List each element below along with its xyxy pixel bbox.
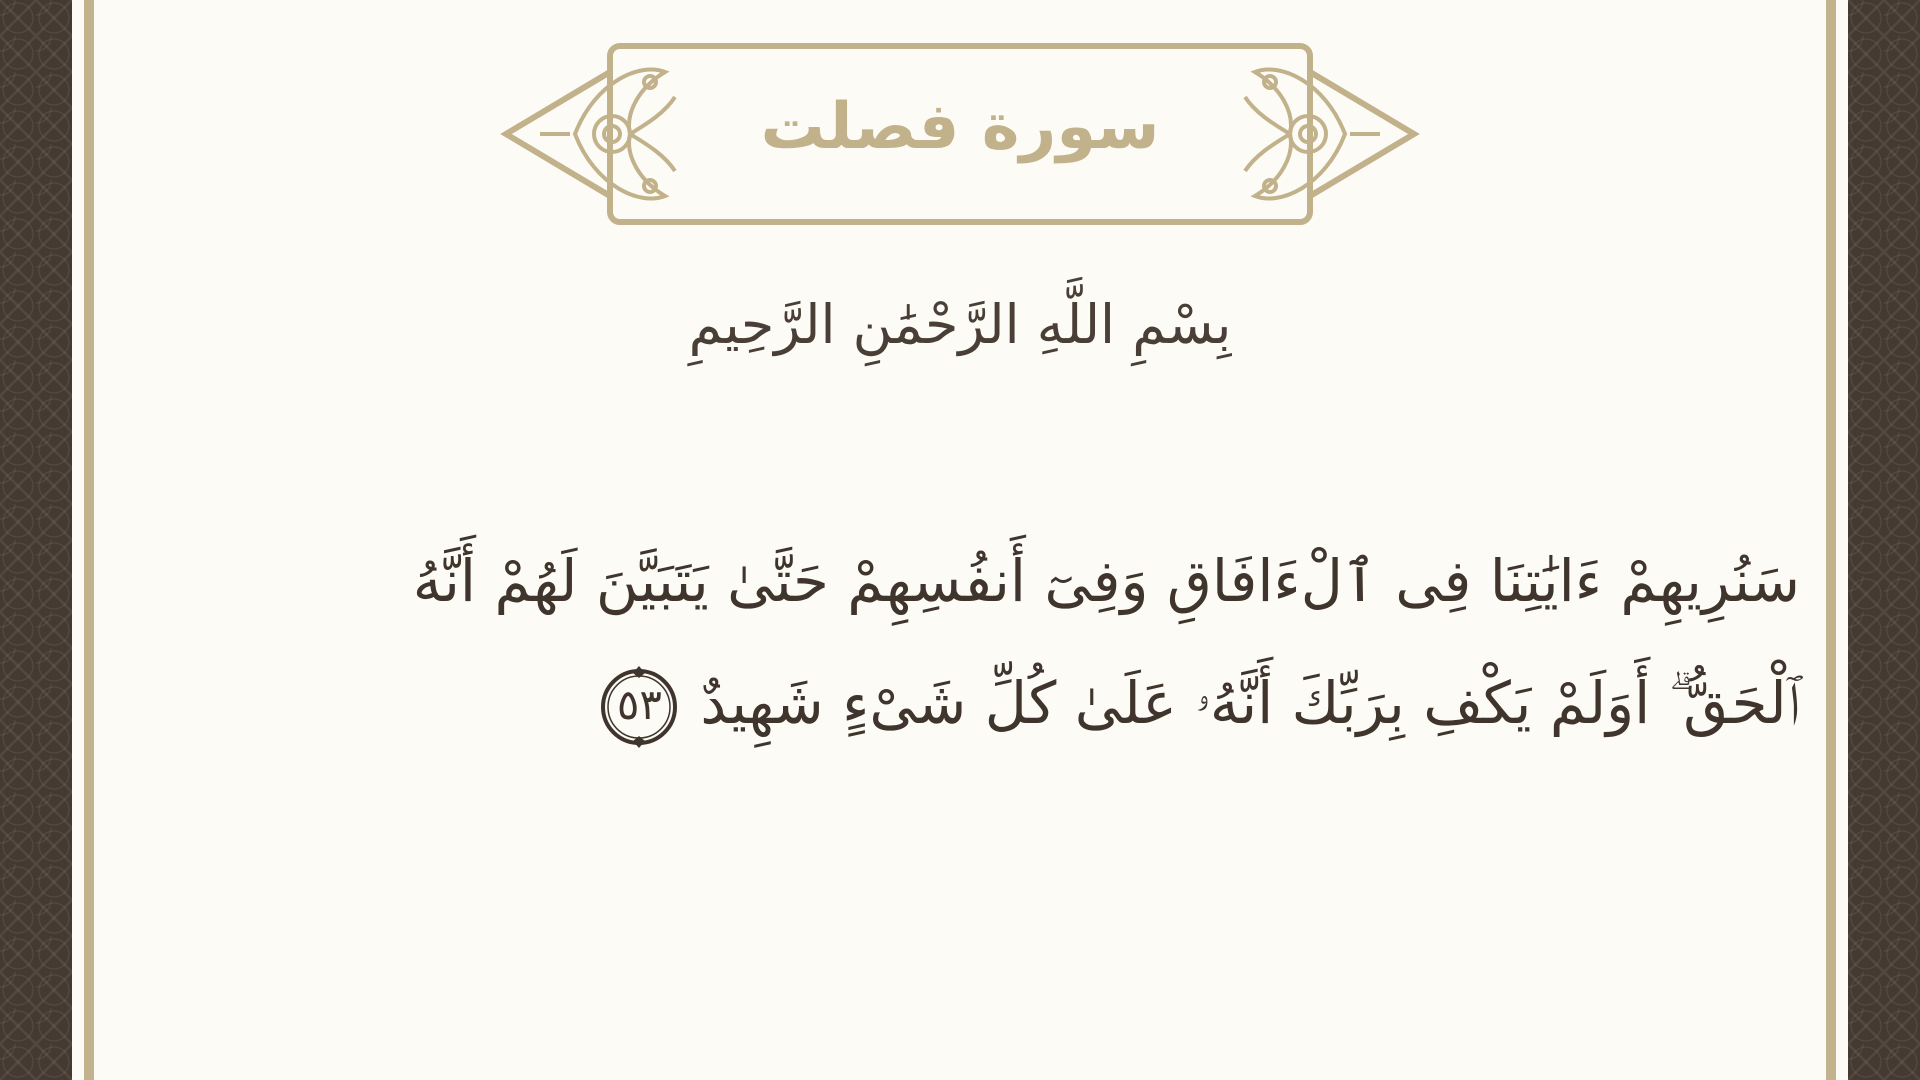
left-ornamental-border	[0, 0, 72, 1080]
verse-line-1: سَنُرِيهِمْ ءَايَٰتِنَا فِى ٱلْءَافَاقِ وَفِىٓ أَنفُسِهِمْ حَتَّىٰ يَتَبَيَّنَ لَهُمْ أَنَّهُ	[412, 547, 1800, 615]
right-gold-rule	[1826, 0, 1836, 1080]
verse-text	[340, 520, 1800, 764]
surah-title-frame	[500, 42, 1420, 226]
ayah-number: ٥٣	[616, 679, 662, 729]
verse-line-2-text: ٱلْحَقُّ ۗ أَوَلَمْ يَكْفِ بِرَبِّكَ أَنَّهُۥ عَلَىٰ كُلِّ شَىْءٍ شَهِيدٌ	[700, 669, 1800, 737]
verse-line-2	[340, 642, 1800, 764]
right-ornamental-border	[1848, 0, 1920, 1080]
basmala-text: بِسْمِ اللَّهِ الرَّحْمَٰنِ الرَّحِيمِ	[688, 293, 1232, 356]
ayah-end-marker	[596, 664, 682, 750]
left-gold-rule	[84, 0, 94, 1080]
surah-title: سورة فصلت	[760, 90, 1160, 164]
